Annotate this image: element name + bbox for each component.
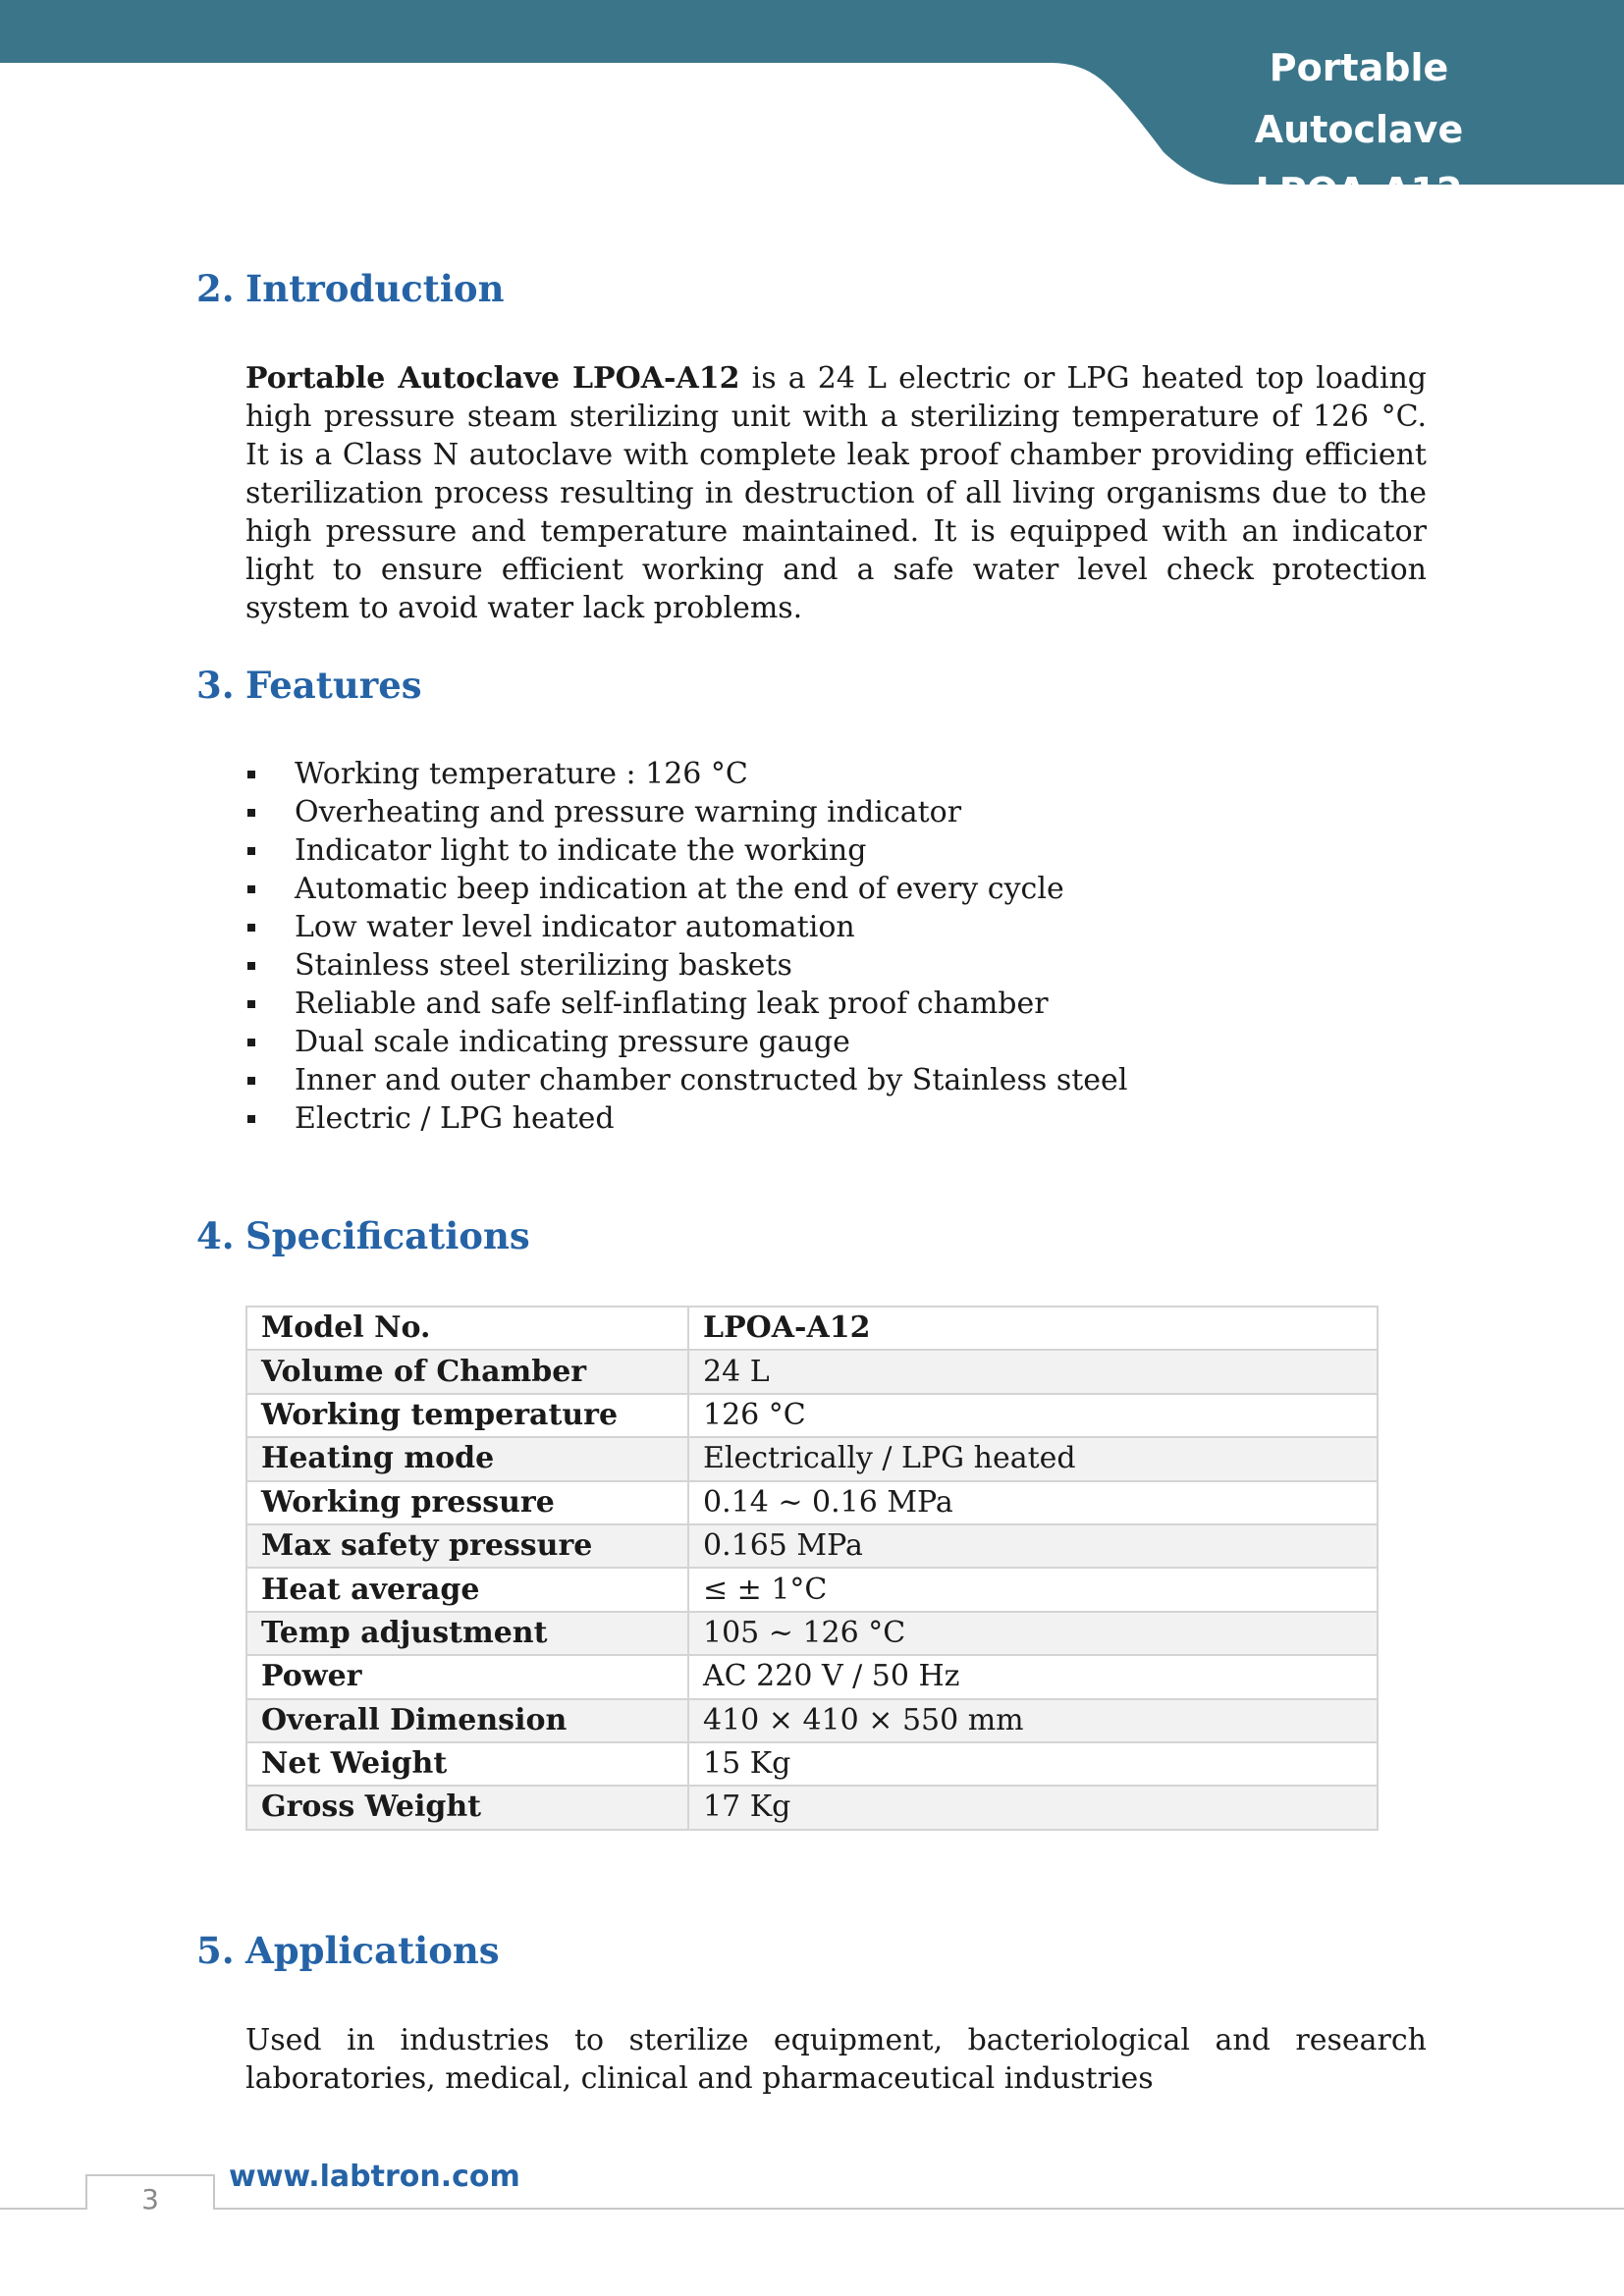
list-item: Dual scale indicating pressure gauge: [245, 1023, 1127, 1061]
introduction-title: Introduction: [245, 267, 505, 310]
spec-value: AC 220 V / 50 Hz: [688, 1655, 1378, 1698]
list-item: Electric / LPG heated: [245, 1099, 1127, 1138]
spec-key: Working temperature: [246, 1394, 688, 1437]
spec-key: Heat average: [246, 1568, 688, 1611]
list-item: Low water level indicator automation: [245, 908, 1127, 946]
features-title: Features: [245, 664, 422, 707]
list-item: Working temperature : 126 °C: [245, 755, 1127, 793]
spec-key: Net Weight: [246, 1742, 688, 1786]
applications-title: Applications: [245, 1929, 500, 1972]
list-item: Indicator light to indicate the working: [245, 831, 1127, 870]
page-number: 3: [141, 2183, 159, 2216]
header-title-line1: Portable Autoclave: [1254, 46, 1464, 151]
spec-value: Electrically / LPG heated: [688, 1437, 1378, 1480]
spec-value: LPOA-A12: [688, 1307, 1378, 1350]
introduction-body: is a 24 L electric or LPG heated top loading high pressure steam sterilizing unit with a sterilizing temperature of 126 °C. It is a Class N autoclave with complete leak proof chamber providing efficient sterilization process resulting in destruction of all living organisms due to the high pressure and temperature maintained. It is equipped with an indicator light to ensure efficient working and a safe water level check protection system to avoid water lack problems.: [245, 361, 1428, 625]
list-item: Reliable and safe self-inflating leak proof chamber: [245, 985, 1127, 1023]
list-item: Stainless steel sterilizing baskets: [245, 946, 1127, 985]
spec-key: Volume of Chamber: [246, 1350, 688, 1393]
header-title-line2: LPOA-A12: [1255, 170, 1463, 213]
spec-key: Gross Weight: [246, 1786, 688, 1829]
spec-key: Power: [246, 1655, 688, 1698]
spec-value: 15 Kg: [688, 1742, 1378, 1786]
introduction-lead: Portable Autoclave LPOA-A12: [245, 361, 740, 396]
spec-key: Overall Dimension: [246, 1699, 688, 1742]
spec-value: 126 °C: [688, 1394, 1378, 1437]
list-item: Overheating and pressure warning indicator: [245, 793, 1127, 831]
spec-value: 410 × 410 × 550 mm: [688, 1699, 1378, 1742]
spec-value: 0.165 MPa: [688, 1524, 1378, 1568]
features-number: 3.: [196, 664, 235, 707]
applications-number: 5.: [196, 1929, 235, 1972]
spec-key: Working pressure: [246, 1481, 688, 1524]
specifications-title: Specifications: [245, 1214, 530, 1257]
spec-key: Model No.: [246, 1307, 688, 1350]
spec-key: Heating mode: [246, 1437, 688, 1480]
spec-value: 17 Kg: [688, 1786, 1378, 1829]
list-item: Inner and outer chamber constructed by Stainless steel: [245, 1061, 1127, 1099]
introduction-number: 2.: [196, 267, 235, 310]
applications-paragraph: Used in industries to sterilize equipment, bacteriological and research laboratories, medical, clinical and pharmaceutical industries: [245, 2023, 1427, 2096]
spec-value: 105 ~ 126 °C: [688, 1612, 1378, 1655]
footer-url-link[interactable]: www.labtron.com: [229, 2160, 520, 2194]
spec-value: ≤ ± 1°C: [688, 1568, 1378, 1611]
spec-key: Max safety pressure: [246, 1524, 688, 1568]
specifications-number: 4.: [196, 1214, 235, 1257]
list-item: Automatic beep indication at the end of every cycle: [245, 870, 1127, 908]
spec-key: Temp adjustment: [246, 1612, 688, 1655]
spec-value: 0.14 ~ 0.16 MPa: [688, 1481, 1378, 1524]
spec-value: 24 L: [688, 1350, 1378, 1393]
